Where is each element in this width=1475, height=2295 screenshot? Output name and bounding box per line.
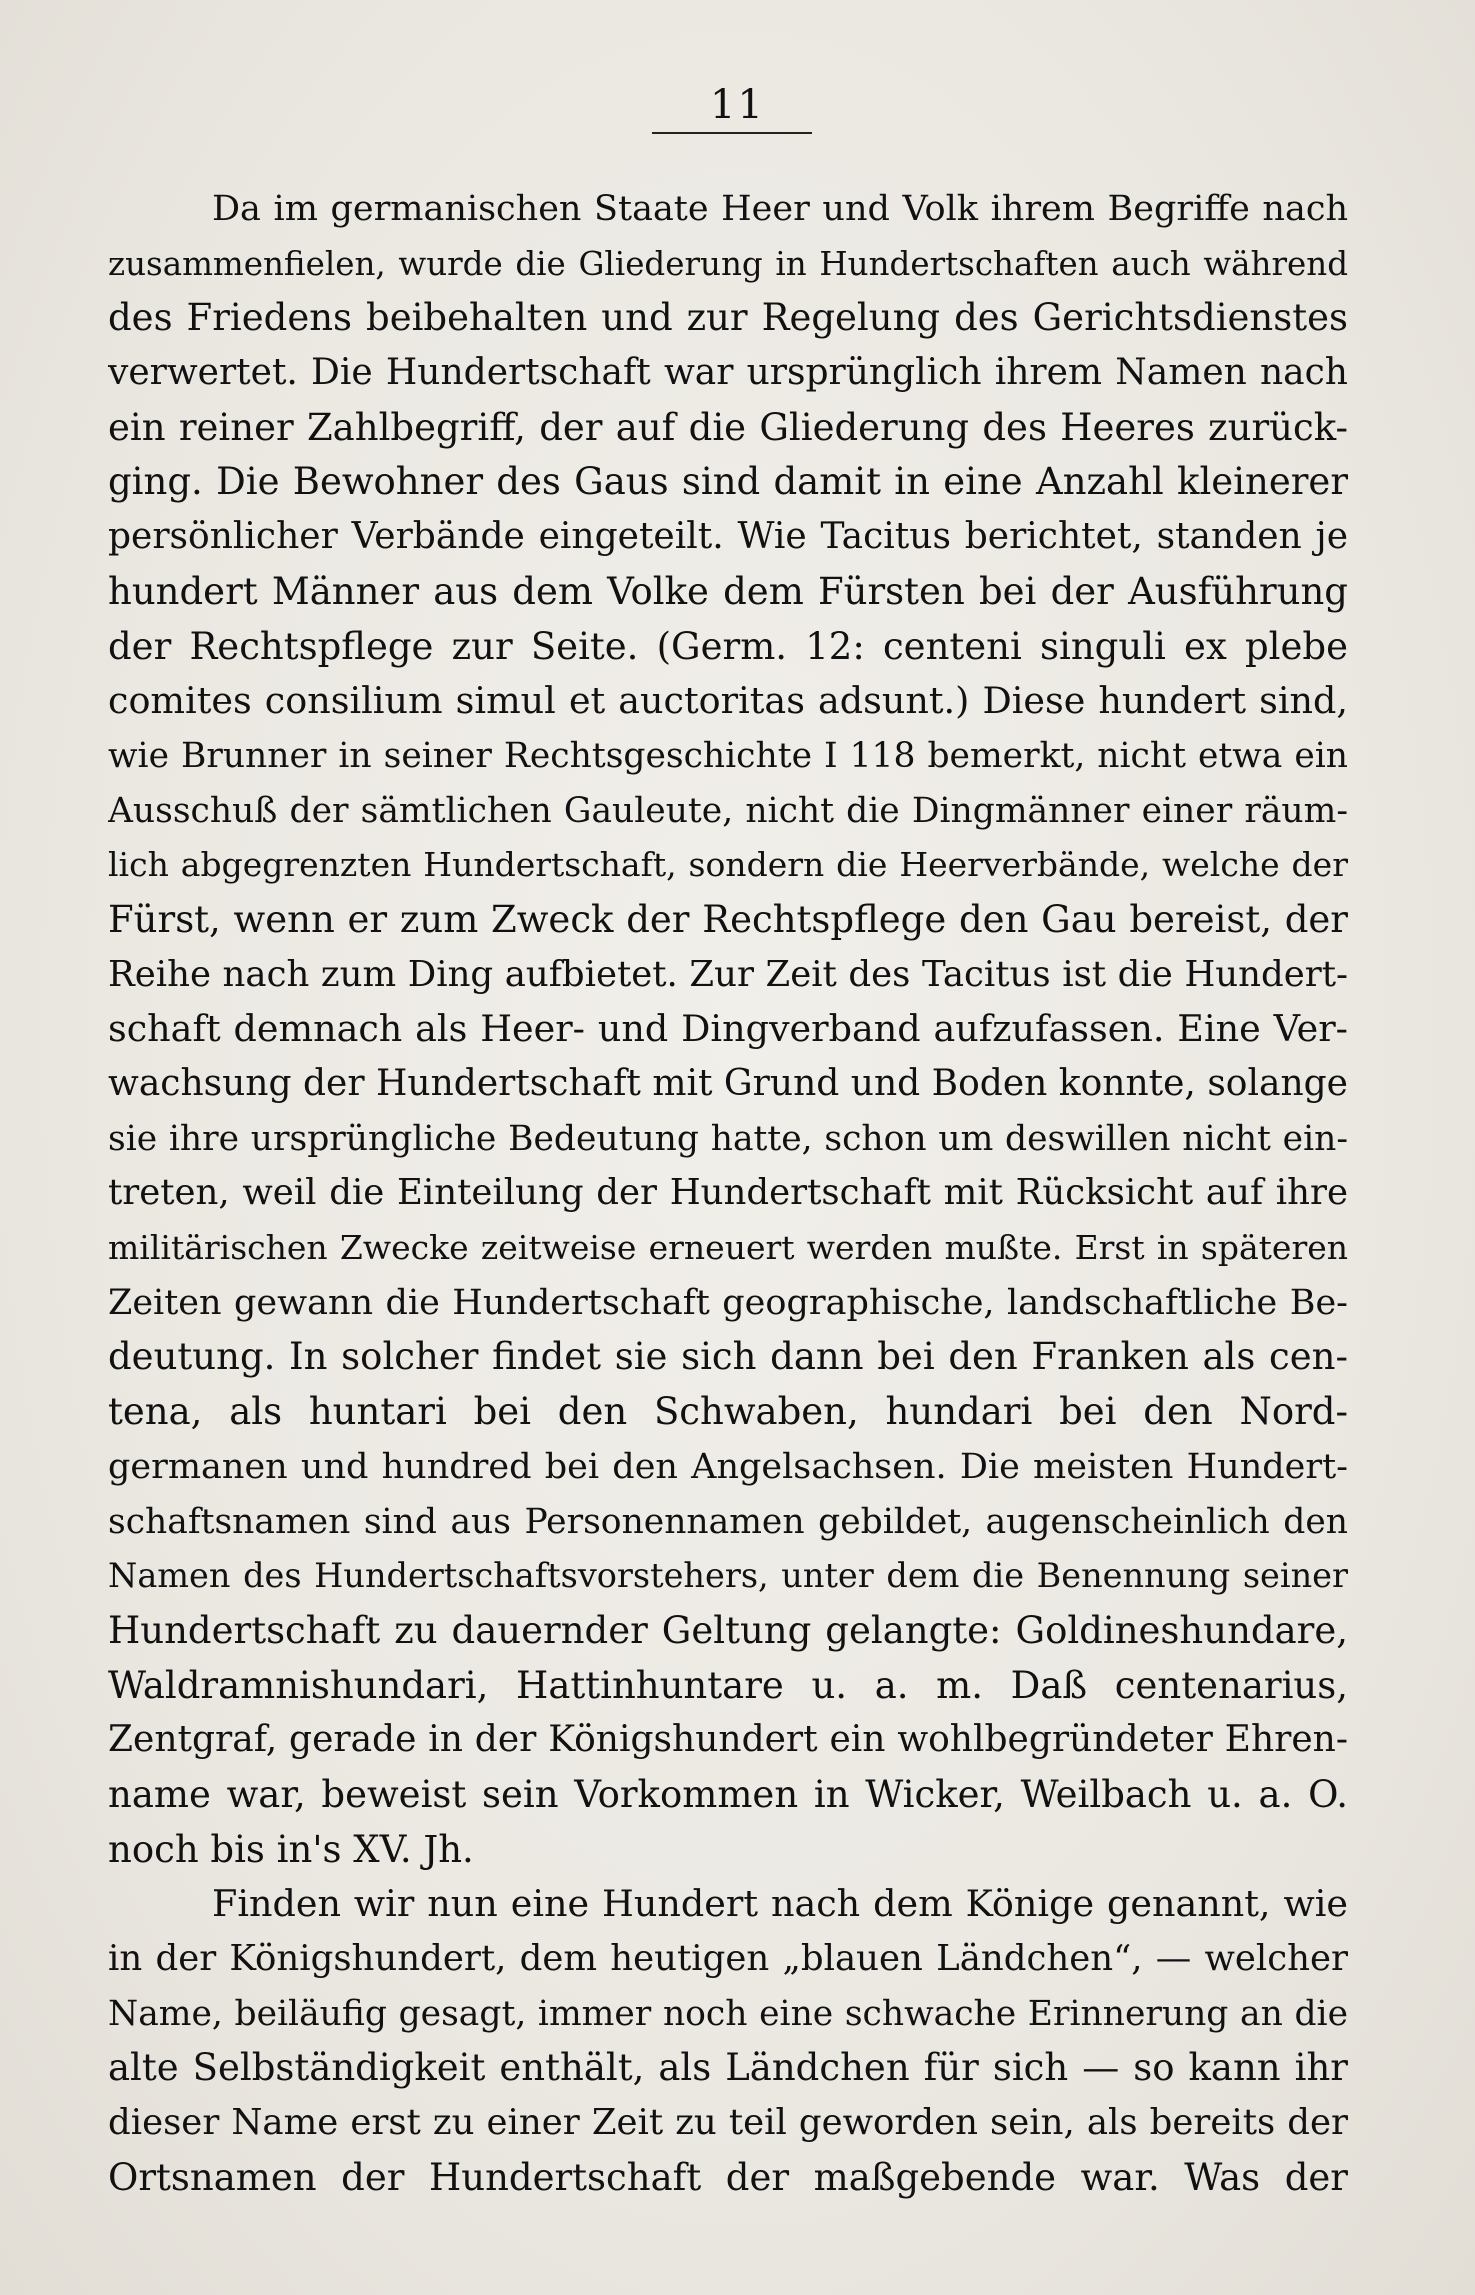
text-line: des Friedens beibehalten und zur Regelung des Gerichtsdienstes [108, 296, 1348, 340]
paragraph-2 [108, 1877, 1348, 2205]
text-line: tena, als huntari bei den Schwaben, hundari bei den Nord- [108, 1390, 1348, 1434]
text-line: dieser Name erst zu einer Zeit zu teil geworden sein, als bereits der [108, 2102, 1348, 2144]
text-line: Reihe nach zum Ding aufbietet. Zur Zeit des Tacitus ist die Hundert- [108, 953, 1348, 995]
text-line: noch bis in's XV. Jh. [108, 1827, 474, 1871]
text-line: Fürst, wenn er zum Zweck der Rechtspflege den Gau bereist, der [108, 897, 1348, 941]
page-number: 11 [710, 82, 765, 128]
text-line: wachsung der Hundertschaft mit Grund und Boden konnte, solange [108, 1063, 1348, 1104]
text-line: Ortsnamen der Hundertschaft der maßgebende war. Was der [108, 2155, 1348, 2199]
text-line: Zeiten gewann die Hundertschaft geographische, landschaftliche Be- [108, 1282, 1348, 1323]
text-line: Ausschuß der sämtlichen Gauleute, nicht die Dingmänner einer räum- [108, 790, 1348, 831]
text-line: ein reiner Zahlbegriff, der auf die Gliederung des Heeres zurück- [108, 405, 1348, 449]
text-line: name war, beweist sein Vorkommen in Wicker, Weilbach u. a. O. [108, 1772, 1348, 1816]
text-line: der Rechtspflege zur Seite. (Germ. 12: centeni singuli ex plebe [108, 624, 1348, 668]
body-text [108, 182, 1348, 2205]
header-rule [652, 132, 812, 134]
text-line: Finden wir nun eine Hundert nach dem Könige genannt, wie [212, 1882, 1348, 1926]
text-line: persönlicher Verbände eingeteilt. Wie Tacitus berichtet, standen je [108, 516, 1348, 558]
text-line: in der Königshundert, dem heutigen „blauen Ländchen“, — welcher [108, 1938, 1348, 1979]
text-line: Waldramnishundari, Hattinhuntare u. a. m. Daß centenarius, [108, 1663, 1348, 1707]
text-line: deutung. In solcher findet sie sich dann bei den Franken als cen- [108, 1335, 1348, 1379]
text-line: alte Selbständigkeit enthält, als Ländchen für sich — so kann ihr [108, 2046, 1348, 2090]
text-line: schaft demnach als Heer- und Dingverband aufzufassen. Eine Ver- [108, 1007, 1348, 1051]
text-line: verwertet. Die Hundertschaft war ursprünglich ihrem Namen nach [108, 352, 1348, 394]
text-line: Name, beiläufig gesagt, immer noch eine schwache Erinnerung an die [108, 1993, 1348, 2034]
text-line: Zentgraf, gerade in der Königshundert ein wohlbegründeter Ehren- [108, 1719, 1348, 1761]
text-line: germanen und hundred bei den Angelsachsen. Die meisten Hundert- [108, 1446, 1348, 1487]
text-line: Namen des Hundertschaftsvorstehers, unter dem die Benennung seiner [108, 1556, 1348, 1596]
text-line: sie ihre ursprüngliche Bedeutung hatte, schon um deswillen nicht ein- [108, 1118, 1348, 1159]
text-line: Da im germanischen Staate Heer und Volk ihrem Begriffe nach [212, 189, 1348, 229]
text-line: comites consilium simul et auctoritas adsunt.) Diese hundert sind, [108, 679, 1348, 723]
text-line: hundert Männer aus dem Volke dem Fürsten bei der Ausführung [108, 569, 1348, 613]
text-line: treten, weil die Einteilung der Hundertschaft mit Rücksicht auf ihre [108, 1172, 1348, 1214]
text-line: ging. Die Bewohner des Gaus sind damit in eine Anzahl kleinerer [108, 460, 1348, 504]
text-line: wie Brunner in seiner Rechtsgeschichte I 118 bemerkt, nicht etwa ein [108, 735, 1348, 776]
text-line: schaftsnamen sind aus Personennamen gebildet, augenscheinlich den [108, 1501, 1348, 1542]
text-line: militärischen Zwecke zeitweise erneuert werden mußte. Erst in späteren [108, 1228, 1348, 1268]
text-line: Hundertschaft zu dauernder Geltung gelangte: Goldineshundare, [108, 1608, 1348, 1652]
paragraph-1 [108, 182, 1348, 1877]
text-line: lich abgegrenzten Hundertschaft, sondern die Heerverbände, welche der [108, 845, 1348, 885]
text-line: zusammenfielen, wurde die Gliederung in Hundertschaften auch während [108, 244, 1348, 283]
